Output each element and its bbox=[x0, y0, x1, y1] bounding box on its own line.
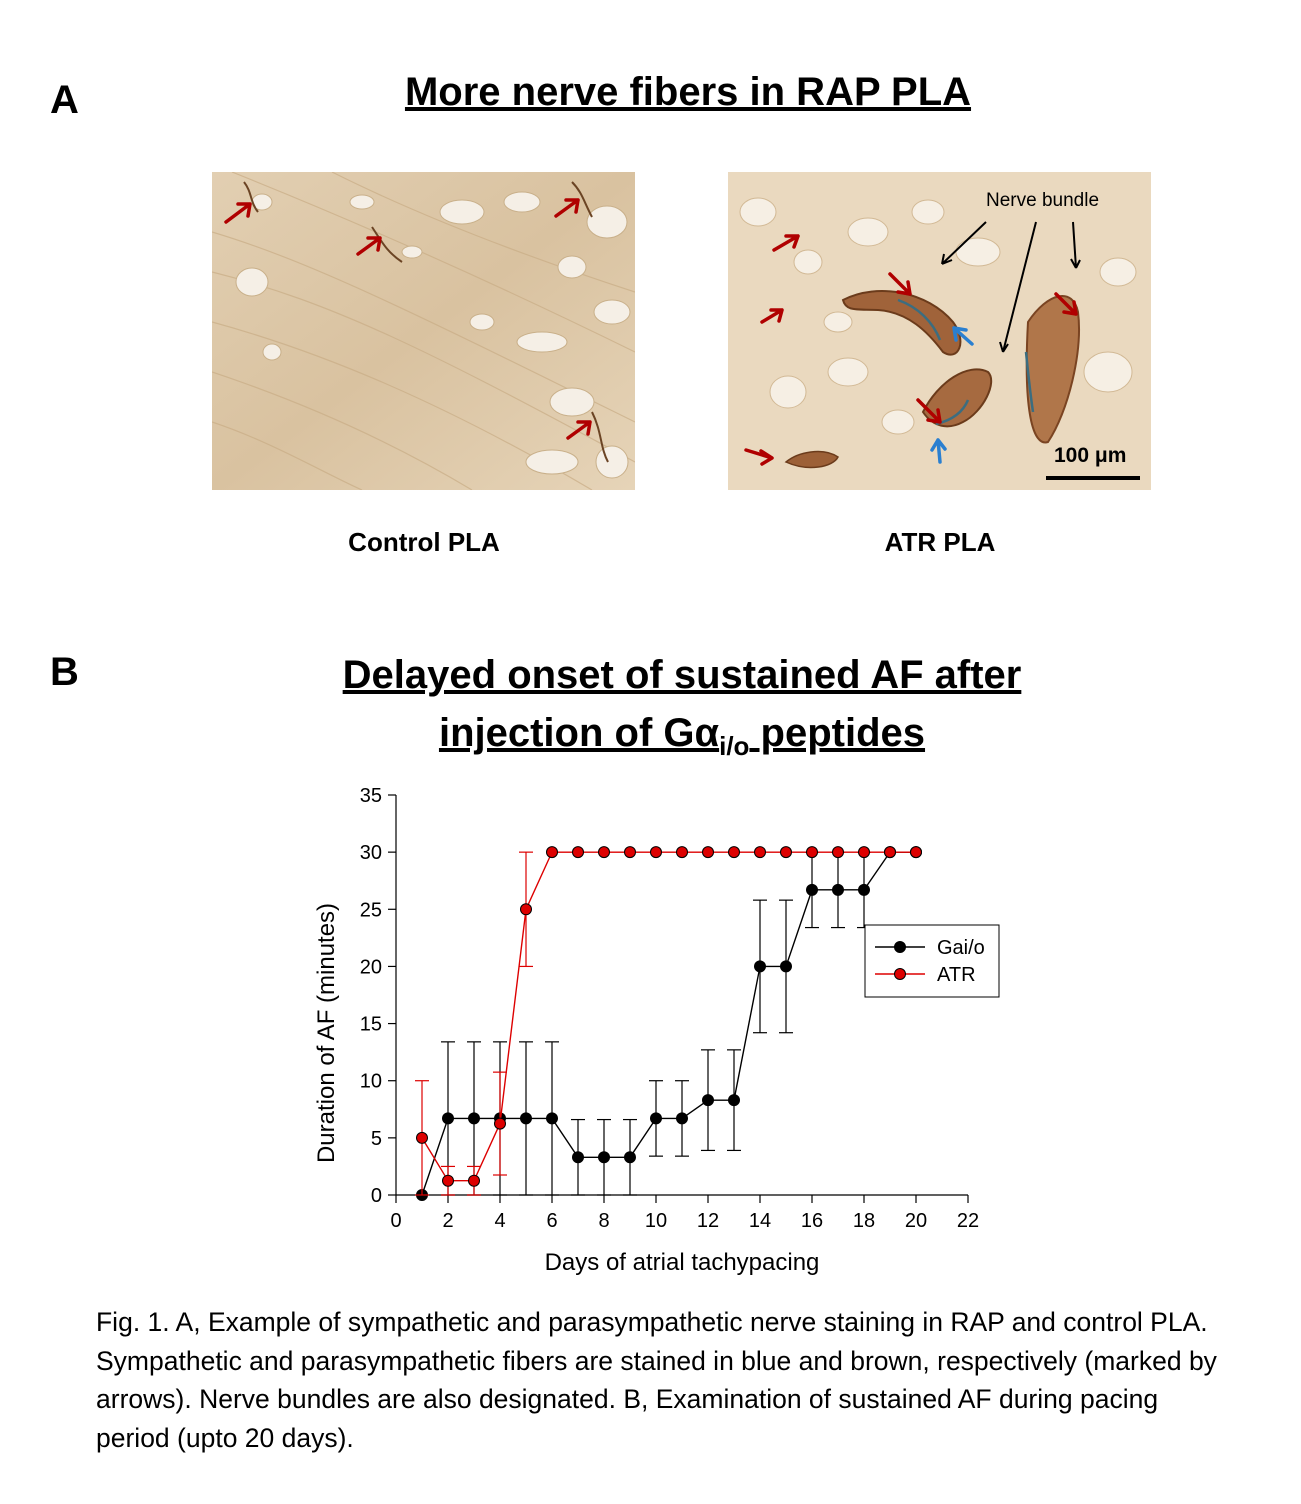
chart-legend bbox=[865, 925, 999, 997]
x-tick-label: 2 bbox=[442, 1210, 454, 1232]
x-tick-label: 8 bbox=[598, 1210, 610, 1232]
y-tick-label: 35 bbox=[359, 785, 382, 807]
data-point bbox=[521, 904, 532, 915]
atr-pla-micrograph bbox=[728, 172, 1151, 490]
data-point bbox=[521, 1113, 532, 1124]
data-point bbox=[703, 1095, 714, 1106]
data-point bbox=[573, 1152, 584, 1163]
x-tick-label: 14 bbox=[748, 1210, 772, 1232]
af-duration-chart bbox=[300, 775, 1000, 1290]
panel-a-title: More nerve fibers in RAP PLA bbox=[404, 70, 972, 114]
y-tick-label: 5 bbox=[370, 1127, 382, 1150]
y-tick-label: 30 bbox=[359, 842, 382, 865]
scale-bar-label: 100 μm bbox=[1054, 444, 1127, 467]
panel-b-title-line2 bbox=[232, 711, 1132, 762]
data-point bbox=[443, 1113, 454, 1124]
x-tick-label: 22 bbox=[956, 1210, 980, 1232]
data-point bbox=[729, 1095, 740, 1106]
data-point bbox=[443, 1175, 454, 1186]
y-tick-label: 25 bbox=[359, 899, 382, 922]
data-point bbox=[573, 847, 584, 858]
data-point bbox=[833, 847, 844, 858]
data-point bbox=[781, 847, 792, 858]
data-point bbox=[911, 847, 922, 858]
x-tick-label: 10 bbox=[644, 1210, 668, 1232]
data-point bbox=[547, 847, 558, 858]
series-atr bbox=[415, 847, 922, 1195]
data-point bbox=[495, 1118, 506, 1129]
data-point bbox=[547, 1113, 558, 1124]
data-point bbox=[469, 1175, 480, 1186]
data-point bbox=[807, 884, 818, 895]
data-point bbox=[651, 1113, 662, 1124]
panel-b-title-subscript: i/o bbox=[719, 731, 750, 761]
data-point bbox=[625, 847, 636, 858]
atr-pla-label: ATR PLA bbox=[884, 527, 996, 557]
control-pla-micrograph bbox=[212, 172, 635, 490]
x-tick-label: 18 bbox=[852, 1210, 876, 1232]
x-tick-label: 16 bbox=[800, 1210, 824, 1232]
x-tick-label: 6 bbox=[546, 1210, 558, 1232]
x-axis-label: Days of atrial tachypacing bbox=[544, 1249, 820, 1276]
data-point bbox=[599, 847, 610, 858]
y-tick-label: 15 bbox=[359, 1013, 382, 1036]
data-point bbox=[599, 1152, 610, 1163]
data-point bbox=[885, 847, 896, 858]
data-point bbox=[755, 961, 766, 972]
legend-marker bbox=[895, 969, 906, 980]
data-point bbox=[703, 847, 714, 858]
legend-marker bbox=[895, 942, 906, 953]
y-axis-label: Duration of AF (minutes) bbox=[313, 902, 340, 1164]
x-tick-label: 0 bbox=[390, 1210, 402, 1232]
panel-a-label: A bbox=[50, 78, 79, 122]
figure-caption: Fig. 1. A, Example of sympathetic and parasympathetic nerve staining in RAP and control PLA. Sympathetic and parasympathetic fibers are stained in blue and brown, respectively (marked by arrows). Nerve bundles are also designated. B, Examination of sustained AF during pacing period (upto 20 days). bbox=[96, 1307, 1217, 1453]
data-point bbox=[625, 1152, 636, 1163]
data-point bbox=[651, 847, 662, 858]
control-pla-label: Control PLA bbox=[348, 527, 500, 557]
chart-series bbox=[415, 847, 922, 1201]
series-line bbox=[422, 852, 916, 1195]
series-gai-o bbox=[417, 847, 922, 1201]
panel-b-label: B bbox=[50, 650, 79, 694]
nerve-bundle-label: Nerve bundle bbox=[986, 190, 1100, 211]
data-point bbox=[833, 884, 844, 895]
data-point bbox=[859, 884, 870, 895]
panel-b-title-suffix: peptides bbox=[749, 711, 926, 755]
data-point bbox=[859, 847, 870, 858]
y-tick-label: 20 bbox=[359, 956, 382, 979]
series-line bbox=[422, 852, 916, 1181]
legend-label: ATR bbox=[937, 964, 976, 986]
legend-label: Gai/o bbox=[937, 937, 985, 959]
data-point bbox=[469, 1113, 480, 1124]
data-point bbox=[677, 1113, 688, 1124]
data-point bbox=[755, 847, 766, 858]
x-tick-label: 20 bbox=[904, 1210, 928, 1232]
data-point bbox=[781, 961, 792, 972]
data-point bbox=[729, 847, 740, 858]
panel-b-title-line1: Delayed onset of sustained AF after bbox=[342, 653, 1022, 697]
y-tick-label: 10 bbox=[359, 1070, 382, 1093]
x-tick-label: 12 bbox=[696, 1210, 720, 1232]
panel-b-title-prefix: injection of Gα bbox=[438, 711, 720, 755]
y-tick-label: 0 bbox=[370, 1185, 382, 1207]
data-point bbox=[807, 847, 818, 858]
x-tick-label: 4 bbox=[494, 1210, 506, 1232]
data-point bbox=[677, 847, 688, 858]
data-point bbox=[417, 1132, 428, 1143]
